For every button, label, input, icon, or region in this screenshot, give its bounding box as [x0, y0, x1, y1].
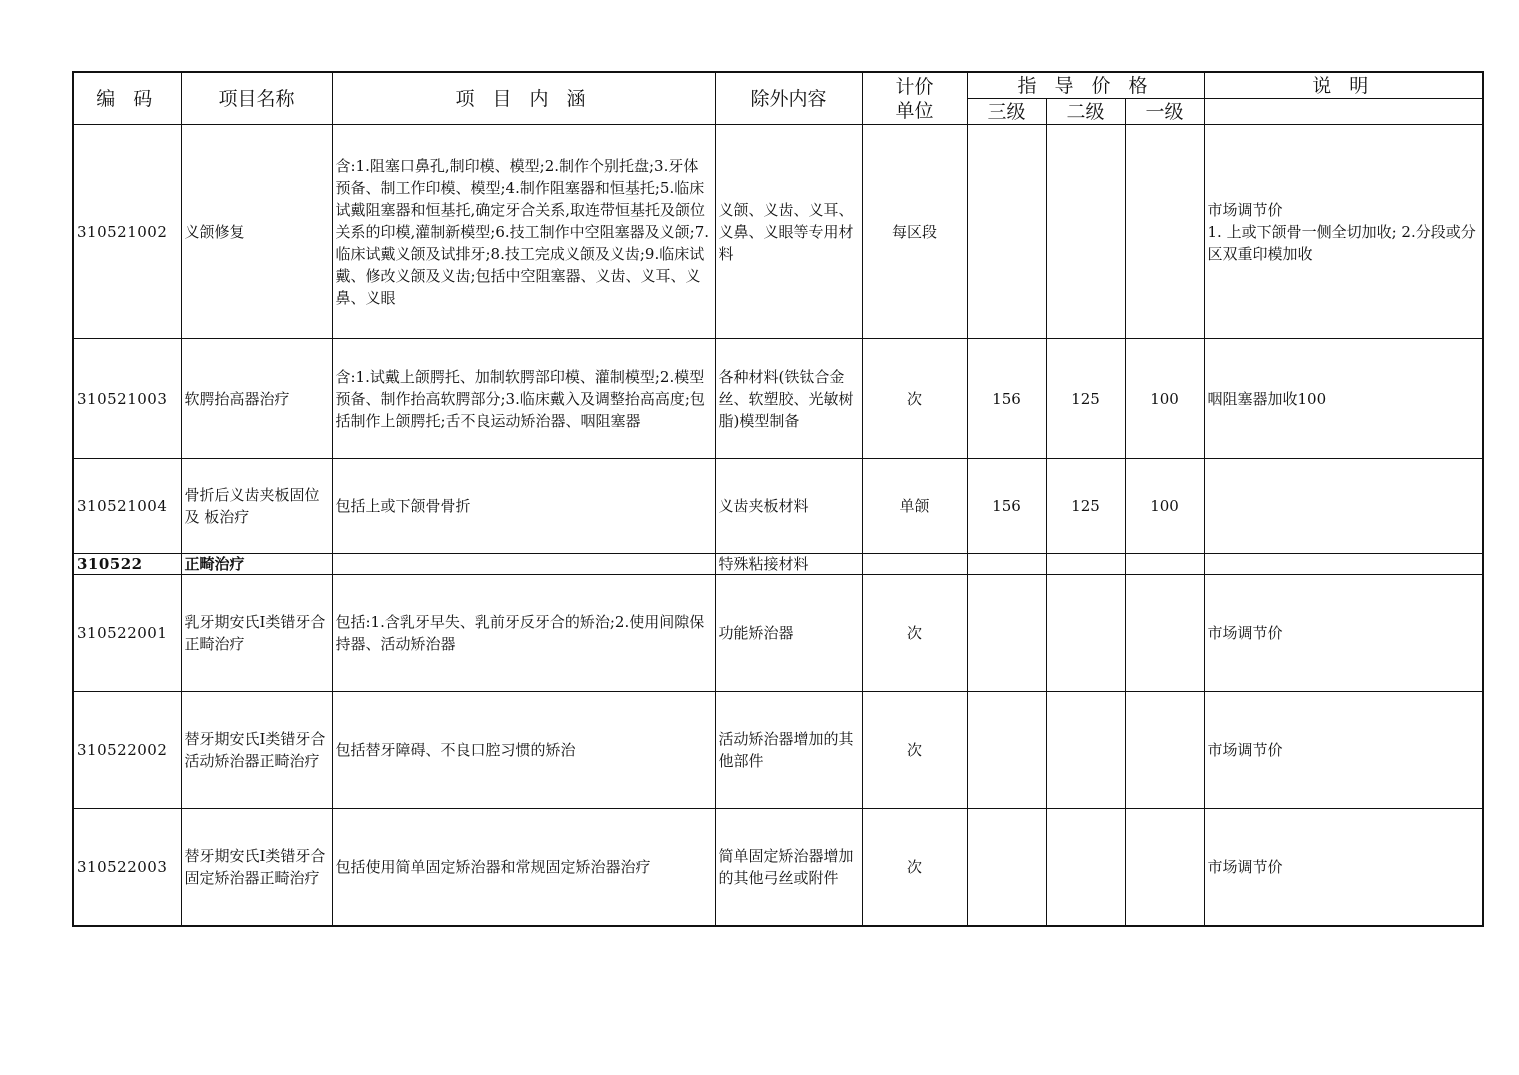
table-row	[73, 575, 1483, 692]
cell-note: 市场调节价	[1204, 575, 1483, 692]
cell-level3	[967, 125, 1046, 339]
cell-unit: 次	[862, 692, 967, 809]
cell-level3	[967, 575, 1046, 692]
cell-unit: 次	[862, 339, 967, 459]
cell-note: 市场调节价	[1204, 692, 1483, 809]
table-header	[73, 72, 1483, 125]
cell-level1	[1125, 575, 1204, 692]
table-row	[73, 809, 1483, 926]
cell-exclusion: 功能矫治器	[715, 575, 862, 692]
cell-exclusion: 特殊粘接材料	[715, 554, 862, 575]
cell-name: 软腭抬高器治疗	[181, 339, 332, 459]
cell-exclusion: 各种材料(铁钛合金丝、软塑胶、光敏树脂)模型制备	[715, 339, 862, 459]
cell-exclusion: 义齿夹板材料	[715, 459, 862, 554]
header-note-sub	[1204, 99, 1483, 125]
cell-level3	[967, 809, 1046, 926]
header-content: 项 目 内 涵	[332, 72, 715, 125]
cell-content: 包括使用简单固定矫治器和常规固定矫治器治疗	[332, 809, 715, 926]
cell-content: 含:1.试戴上颌腭托、加制软腭部印模、灌制模型;2.模型预备、制作抬高软腭部分;3.临床戴入及调整抬高高度;包括制作上颌腭托;舌不良运动矫治器、咽阻塞器	[332, 339, 715, 459]
header-code: 编 码	[73, 72, 181, 125]
cell-note: 咽阻塞器加收100	[1204, 339, 1483, 459]
cell-content: 包括:1.含乳牙早失、乳前牙反牙合的矫治;2.使用间隙保持器、活动矫治器	[332, 575, 715, 692]
cell-name: 乳牙期安氏I类错牙合正畸治疗	[181, 575, 332, 692]
header-unit: 计价单位	[862, 72, 967, 125]
header-exclusion: 除外内容	[715, 72, 862, 125]
cell-code: 310522002	[73, 692, 181, 809]
cell-note	[1204, 459, 1483, 554]
cell-unit	[862, 554, 967, 575]
cell-level1	[1125, 809, 1204, 926]
cell-level1: 100	[1125, 339, 1204, 459]
header-level2: 二级	[1046, 99, 1125, 125]
cell-content: 含:1.阻塞口鼻孔,制印模、模型;2.制作个别托盘;3.牙体预备、制工作印模、模型;4.制作阻塞器和恒基托;5.临床试戴阻塞器和恒基托,确定牙合关系,取连带恒基托及颌位关系的印模,灌制新模型;6.技工制作中空阻塞器及义颌;7.临床试戴义颌及试排牙;8.技工完成义颌及义齿;9.临床试戴、修改义颌及义齿;包括中空阻塞器、义齿、义耳、义鼻、义眼	[332, 125, 715, 339]
cell-note: 市场调节价	[1204, 809, 1483, 926]
header-note: 说 明	[1204, 72, 1483, 99]
cell-name: 替牙期安氏I类错牙合活动矫治器正畸治疗	[181, 692, 332, 809]
cell-name: 骨折后义齿夹板固位及 板治疗	[181, 459, 332, 554]
cell-unit: 次	[862, 809, 967, 926]
cell-exclusion: 活动矫治器增加的其他部件	[715, 692, 862, 809]
cell-level3: 156	[967, 339, 1046, 459]
cell-level3: 156	[967, 459, 1046, 554]
cell-level2: 125	[1046, 459, 1125, 554]
cell-code: 310521004	[73, 459, 181, 554]
cell-level1	[1125, 692, 1204, 809]
cell-level2	[1046, 809, 1125, 926]
table-row	[73, 459, 1483, 554]
cell-unit: 单颌	[862, 459, 967, 554]
cell-level2	[1046, 692, 1125, 809]
cell-code: 310522003	[73, 809, 181, 926]
cell-name: 替牙期安氏I类错牙合固定矫治器正畸治疗	[181, 809, 332, 926]
cell-level2	[1046, 575, 1125, 692]
cell-content	[332, 554, 715, 575]
table-row	[73, 125, 1483, 339]
cell-note: 市场调节价 1. 上或下颌骨一侧全切加收; 2.分段或分区双重印模加收	[1204, 125, 1483, 339]
cell-level2: 125	[1046, 339, 1125, 459]
cell-code: 310522	[73, 554, 181, 575]
cell-code: 310522001	[73, 575, 181, 692]
header-level1: 一级	[1125, 99, 1204, 125]
cell-level2	[1046, 125, 1125, 339]
cell-level2	[1046, 554, 1125, 575]
cell-exclusion: 义颌、义齿、义耳、义鼻、义眼等专用材料	[715, 125, 862, 339]
cell-note	[1204, 554, 1483, 575]
cell-exclusion: 简单固定矫治器增加的其他弓丝或附件	[715, 809, 862, 926]
cell-level1	[1125, 125, 1204, 339]
cell-content: 包括替牙障碍、不良口腔习惯的矫治	[332, 692, 715, 809]
header-name: 项目名称	[181, 72, 332, 125]
table-body	[73, 125, 1483, 926]
cell-level1: 100	[1125, 459, 1204, 554]
header-level3: 三级	[967, 99, 1046, 125]
header-guide-price: 指 导 价 格	[967, 72, 1204, 99]
cell-level3	[967, 554, 1046, 575]
table-row	[73, 339, 1483, 459]
cell-unit: 每区段	[862, 125, 967, 339]
cell-name: 正畸治疗	[181, 554, 332, 575]
table-row	[73, 554, 1483, 575]
cell-level3	[967, 692, 1046, 809]
cell-level1	[1125, 554, 1204, 575]
cell-content: 包括上或下颌骨骨折	[332, 459, 715, 554]
cell-code: 310521002	[73, 125, 181, 339]
cell-name: 义颌修复	[181, 125, 332, 339]
price-table	[72, 71, 1484, 927]
table-row	[73, 692, 1483, 809]
cell-code: 310521003	[73, 339, 181, 459]
cell-unit: 次	[862, 575, 967, 692]
